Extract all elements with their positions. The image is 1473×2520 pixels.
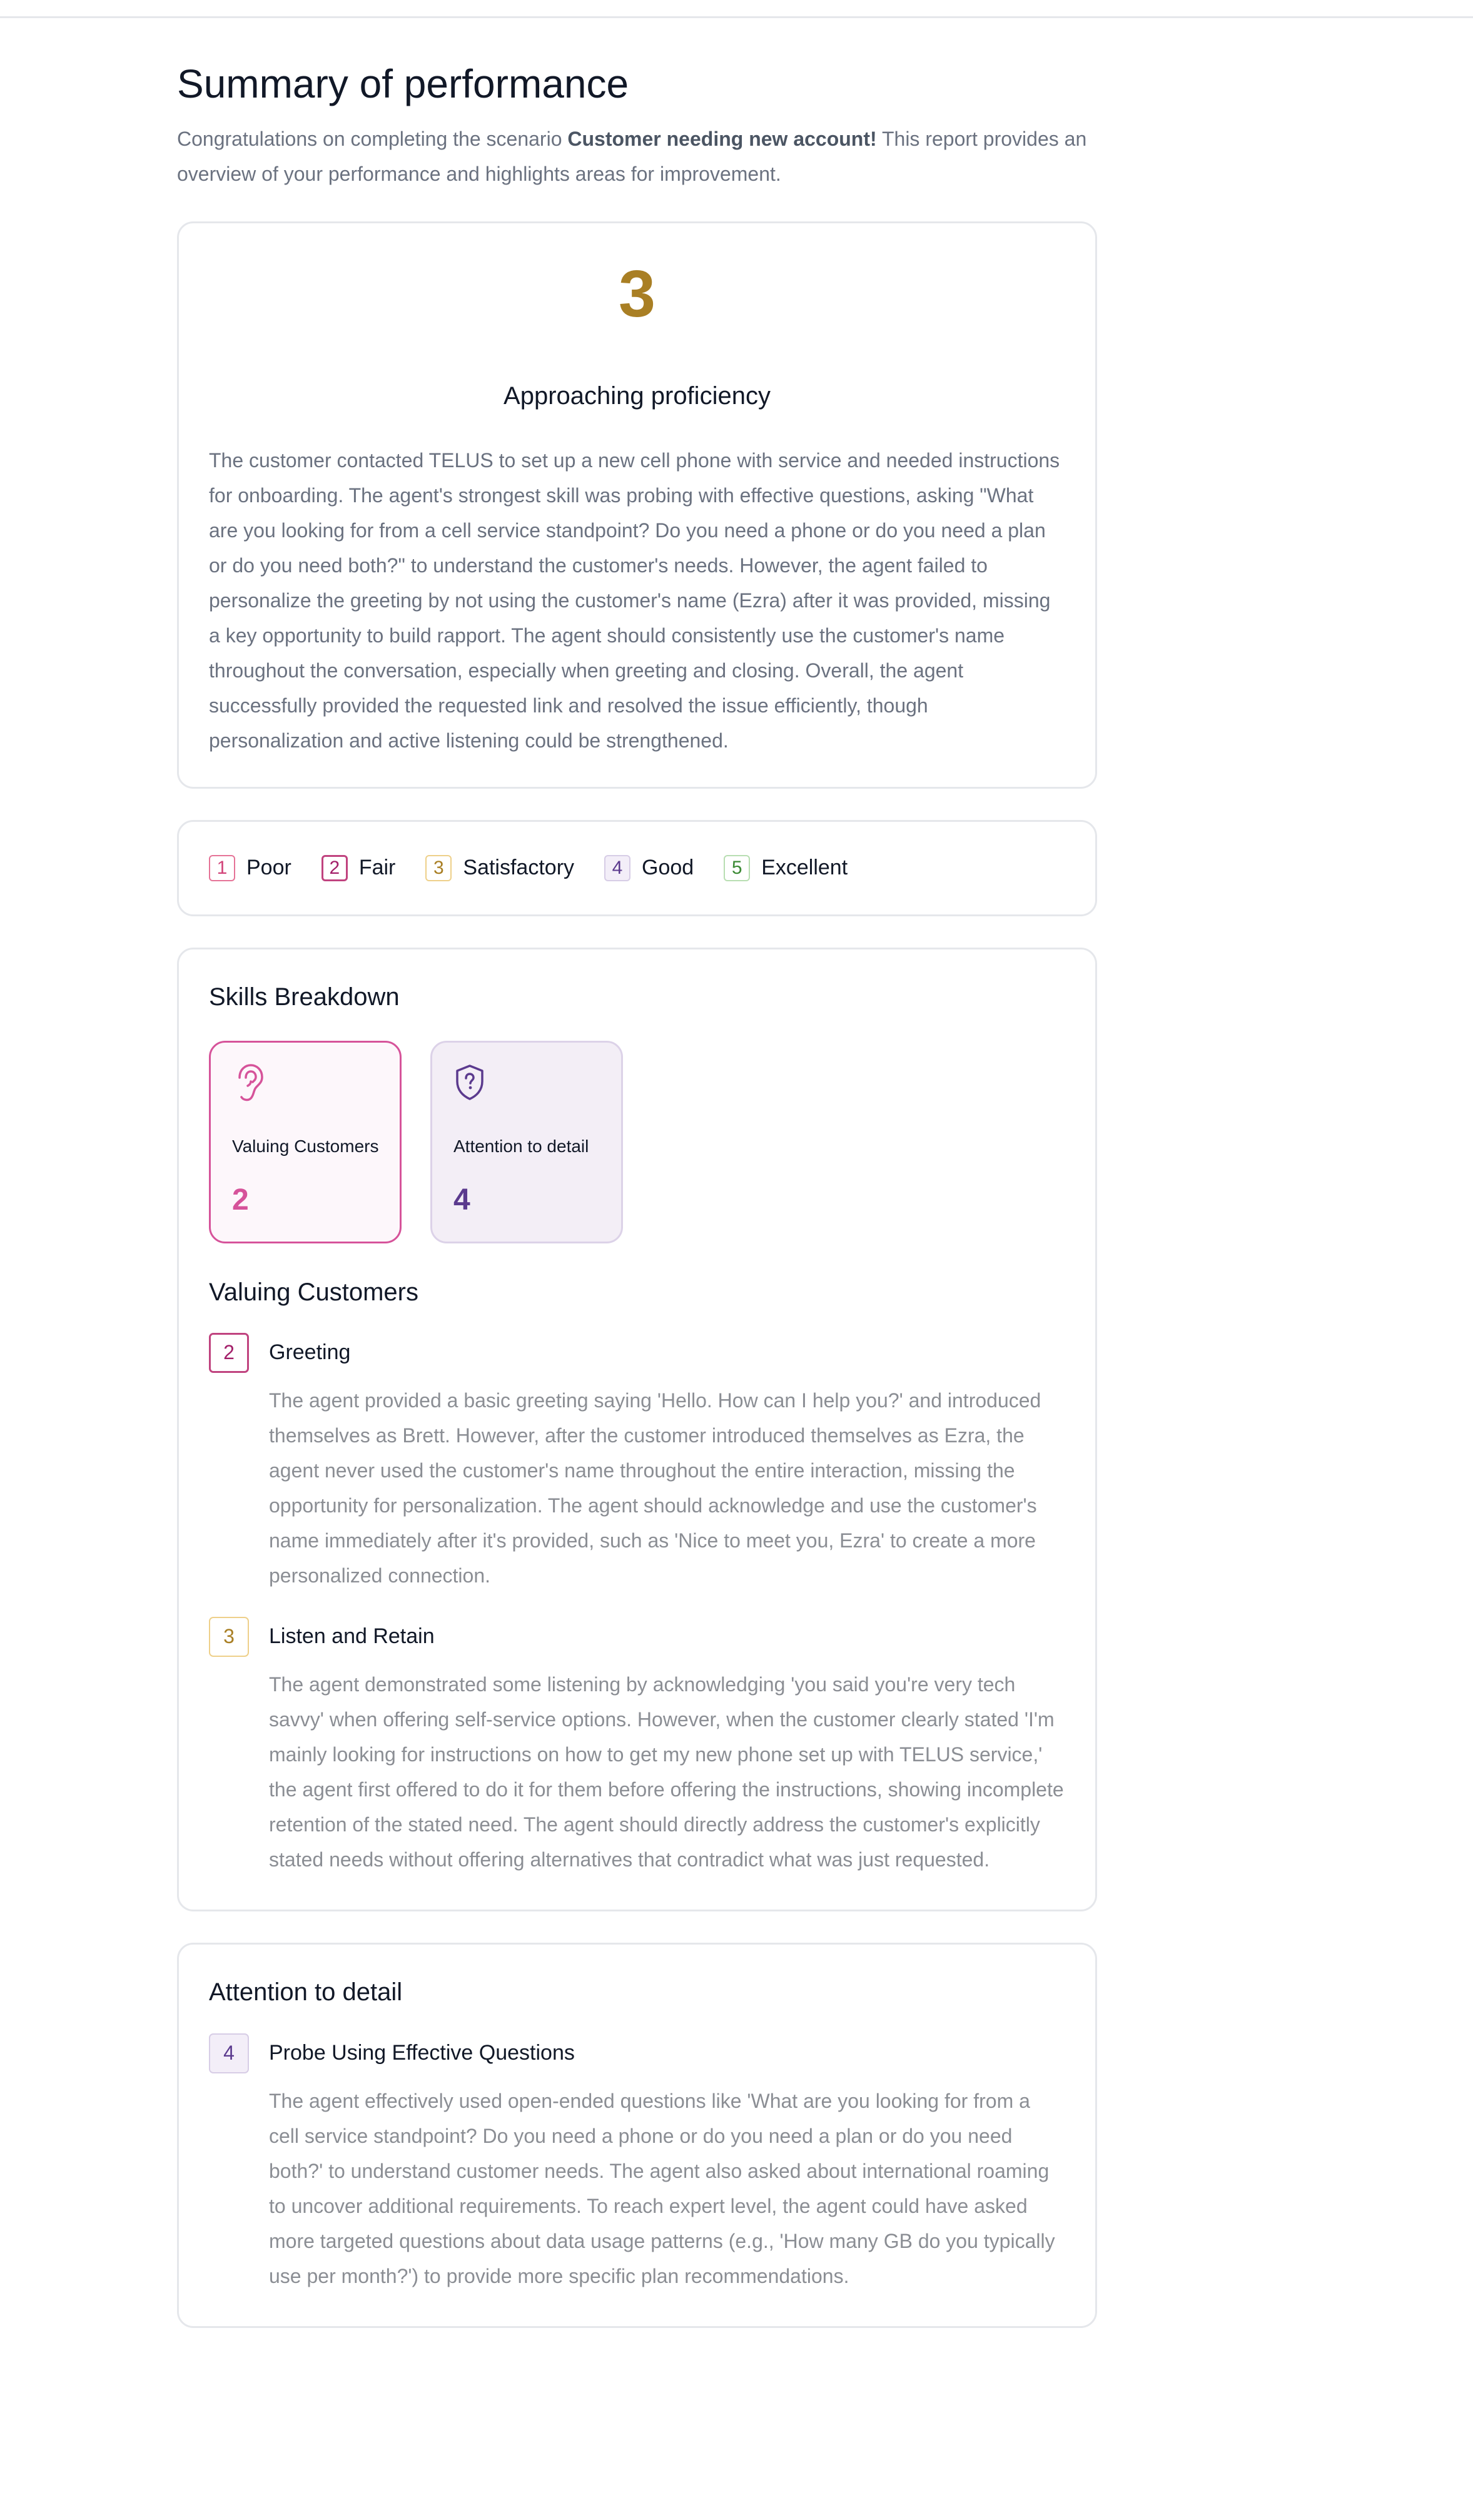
skills-breakdown-heading: Skills Breakdown [209,983,400,1011]
overall-score-card [177,221,1097,789]
legend-item-satisfactory [425,855,574,881]
legend-item-excellent [724,855,848,881]
legend-label: Excellent [761,856,848,880]
skill-tile-attention-to-detail[interactable] [430,1041,623,1243]
proficiency-level: Approaching proficiency [504,382,771,410]
legend-badge: 2 [321,855,348,881]
rating-legend [177,820,1097,916]
legend-label: Fair [358,856,396,880]
criterion-score-badge: 4 [209,2033,249,2073]
intro-text [177,121,1097,191]
legend-item-good [604,855,694,881]
criterion-name: Probe Using Effective Questions [269,2041,575,2065]
attention-to-detail-heading: Attention to detail [209,1978,403,2006]
skill-tile-valuing-customers[interactable] [209,1041,402,1243]
legend-badge: 3 [425,855,452,881]
intro-suffix: This report provides an overview of your performance and highlights areas for improvement. [177,127,1087,185]
skills-breakdown-card [177,948,1097,1911]
legend-label: Poor [246,856,291,880]
attention-to-detail-card [177,1943,1097,2328]
shield-question-icon [453,1063,486,1103]
skill-tiles [209,1041,1065,1243]
skill-tile-score: 4 [453,1183,470,1217]
page-title: Summary of performance [177,61,629,106]
skill-tile-score: 2 [232,1183,249,1217]
legend-badge: 5 [724,855,750,881]
criterion-score-badge: 3 [209,1617,249,1657]
criterion-feedback: The agent provided a basic greeting saying 'Hello. How can I help you?' and introduced themselves as Brett. However, after the customer introduced themselves as Ezra, the agent never used the customer's name throughout the entire interaction, missing the opportunity for personalization. The agent should acknowledge and use the customer's name immediately after it's provided, such as 'Nice to meet you, Ezra' to create a more personalized connection. [269,1389,1041,1587]
criterion-listen-and-retain [209,1617,1065,1877]
criterion-score-badge: 2 [209,1333,249,1373]
criterion-greeting [209,1333,1065,1593]
valuing-customers-heading: Valuing Customers [209,1278,418,1306]
legend-label: Good [642,856,694,880]
criterion-name: Greeting [269,1340,351,1365]
criterion-feedback: The agent effectively used open-ended questions like 'What are you looking for from a cell service standpoint? Do you need a phone or do you need a plan or do you need both?' to understand customer needs. The agent also asked about international roaming to uncover additional requirements. To reach expert level, the agent could have asked more targeted questions about data usage patterns (e.g., 'How many GB do you typically use per month?') to provide more specific plan recommendations. [269,2089,1055,2287]
legend-badge: 4 [604,855,630,881]
legend-badge: 1 [209,855,235,881]
intro-prefix: Congratulations on completing the scenario [177,127,568,150]
overall-summary: The customer contacted TELUS to set up a new cell phone with service and needed instructions for onboarding. The agent's strongest skill was probing with effective questions, asking "What are you looking for from a cell service standpoint? Do you need a phone or do you need a plan or do you need both?" to understand the customer's needs. However, the agent failed to personalize the greeting by not using the customer's name (Ezra) after it was provided, missing a key opportunity to build rapport. The agent should consistently use the customer's name throughout the conversation, especially when greeting and closing. Overall, the agent successfully provided the requested link and resolved the issue efficiently, though personalization and active listening could be strengthened. [209,448,1060,752]
criterion-name: Listen and Retain [269,1624,435,1649]
skill-tile-label: Attention to detail [453,1136,589,1156]
criterion-feedback: The agent demonstrated some listening by acknowledging 'you said you're very tech savvy' when offering self-service options. However, when the customer clearly stated 'I'm mainly looking for instructions on how to get my new phone set up with TELUS service,' the agent first offered to do it for them before offering the instructions, showing incomplete retention of the stated need. The agent should directly address the customer's explicitly stated needs without offering alternatives that contradict what was just requested. [269,1672,1064,1871]
top-bar [0,0,1473,18]
criterion-probe-using-effective-questions [209,2033,1065,2294]
scenario-name: Customer needing new account! [567,127,877,150]
legend-item-poor [209,855,291,881]
skill-tile-label: Valuing Customers [232,1136,379,1156]
legend-item-fair [321,855,396,881]
report-container [177,16,1097,2328]
ear-icon [232,1063,265,1103]
legend-label: Satisfactory [463,856,575,880]
overall-score: 3 [619,256,656,331]
